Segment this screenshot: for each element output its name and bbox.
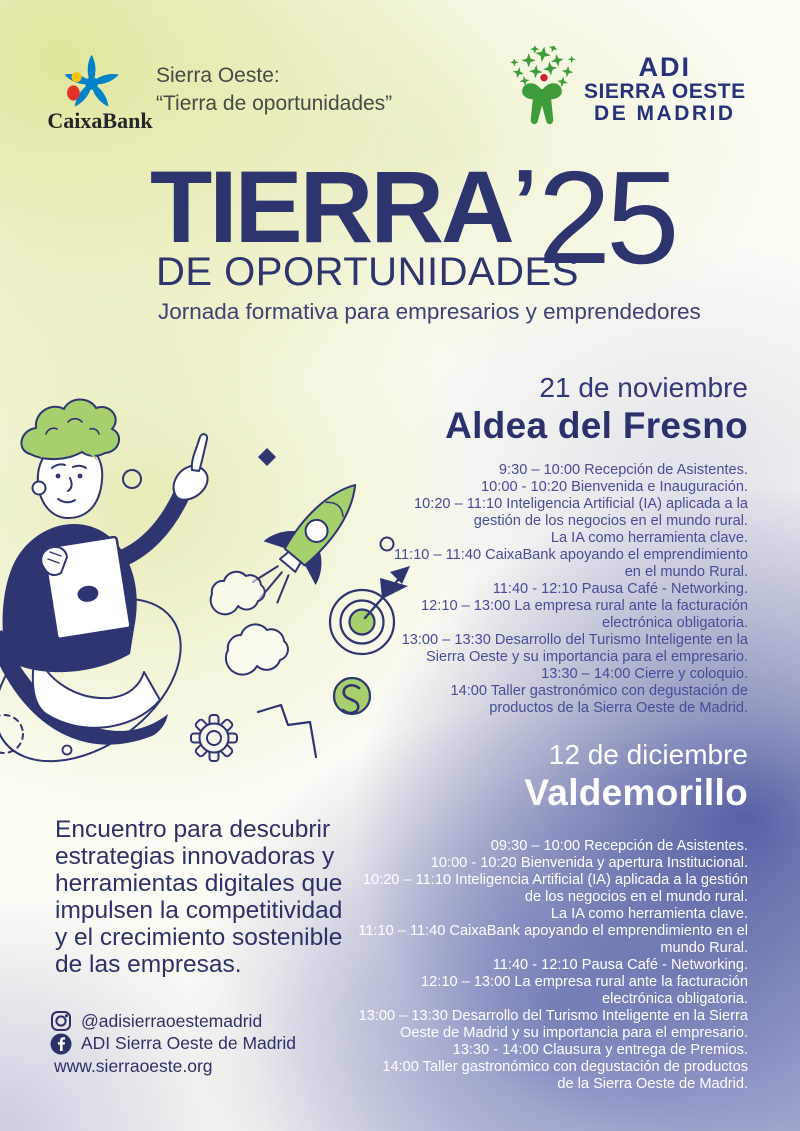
schedule-line: 13:00 – 13:30 Desarrollo del Turismo Inteligente en la Sierra: [358, 1008, 748, 1024]
schedule-line: electrónica obligatoria.: [601, 991, 748, 1007]
title-main: TIERRA: [150, 150, 512, 264]
schedule-line: en el mundo Rural.: [624, 564, 748, 580]
social-links: [50, 1010, 296, 1078]
facebook-name: ADI Sierra Oeste de Madrid: [81, 1033, 296, 1054]
schedule-line: La IA como herramienta clave.: [550, 530, 748, 546]
schedule-line: 09:30 – 10:00 Recepción de Asistentes.: [490, 838, 748, 854]
schedule-line: 11:10 – 11:40 CaixaBank apoyando el emprendimiento en el: [358, 923, 748, 939]
description-line: Encuentro para descubrir: [55, 816, 331, 843]
schedule-line: electrónica obligatoria.: [601, 615, 748, 631]
schedule-line: 12:10 – 13:00 La empresa rural ante la facturación: [421, 598, 748, 614]
schedule-line: 13:30 – 14:00 Cierre y coloquio.: [541, 666, 748, 682]
event-location: Aldea del Fresno: [445, 405, 748, 446]
schedule-line: 10:20 – 11:10 Inteligencia Artificial (IA) aplicada a la gestión: [362, 872, 748, 888]
pointing-finger: [192, 434, 207, 471]
adi-line-3: DE MADRID: [594, 101, 736, 125]
diamond-icon: [258, 448, 276, 466]
schedule-line: Sierra Oeste y su importancia para el empresario.: [425, 649, 748, 665]
description-line: impulsen la competitividad: [55, 897, 343, 924]
description-line: estrategias innovadoras y: [55, 843, 335, 870]
adi-tree-icon: [506, 46, 580, 132]
title-apostrophe: ’: [512, 152, 538, 252]
schedule-line: de los negocios en el mundo rural.: [524, 889, 748, 905]
schedule-line: 13:30 - 14:00 Clausura y entrega de Premios.: [452, 1042, 748, 1058]
schedule-line: 9:30 – 10:00 Recepción de Asistentes.: [498, 462, 748, 478]
person-arm: [112, 494, 182, 562]
facebook-link[interactable]: [50, 1033, 296, 1056]
description-line: herramientas digitales que: [55, 870, 343, 897]
dot-outline-icon: [381, 538, 394, 551]
schedule-line: gestión de los negocios en el mundo rural.: [473, 513, 748, 529]
dot-outline-icon: [63, 746, 72, 755]
schedule-line: La IA como herramienta clave.: [550, 906, 748, 922]
instagram-icon: [50, 1010, 72, 1032]
person-illustration: [3, 400, 208, 728]
facebook-icon: [50, 1033, 72, 1055]
schedule-line: 12:10 – 13:00 La empresa rural ante la facturación: [421, 974, 748, 990]
adi-line-2: SIERRA OESTE: [584, 79, 746, 103]
description-line: de las empresas.: [55, 951, 242, 978]
tagline-line-1: Sierra Oeste:: [156, 64, 280, 87]
schedule-line: 11:40 - 12:10 Pausa Café - Networking.: [492, 957, 748, 973]
instagram-link[interactable]: [50, 1010, 296, 1033]
title-subtitle: DE OPORTUNIDADES: [156, 250, 579, 294]
tagline-line-2: “Tierra de oportunidades”: [156, 92, 393, 115]
schedule-line: 10:20 – 11:10 Inteligencia Artificial (IA) aplicada a la: [414, 496, 748, 512]
title-tagline: Jornada formativa para empresarios y emprendedores: [158, 299, 701, 324]
adi-line-1: ADI: [638, 51, 692, 82]
event-date: 21 de noviembre: [539, 372, 748, 403]
person-hand: [174, 466, 208, 500]
schedule-line: mundo Rural.: [660, 940, 748, 956]
adi-logo-text: [584, 51, 746, 125]
schedule-line: 13:00 – 13:30 Desarrollo del Turismo Inteligente en la: [401, 632, 748, 648]
dot-outline-icon: [123, 470, 141, 488]
coin-icon: [334, 678, 370, 714]
gear-icon: [191, 715, 237, 761]
instagram-handle: @adisierraoestemadrid: [81, 1010, 263, 1031]
smoke-clouds: [211, 572, 288, 675]
website-link[interactable]: [50, 1055, 296, 1078]
schedule-line: productos de la Sierra Oeste de Madrid.: [489, 700, 748, 716]
schedule-line: de la Sierra Oeste de Madrid.: [557, 1076, 748, 1092]
schedule-line: 10:00 - 10:20 Bienvenida y apertura Institucional.: [430, 855, 748, 871]
zigzag-line-icon: [258, 705, 316, 757]
schedule-line: 10:00 - 10:20 Bienvenida e Inauguración.: [481, 479, 748, 495]
schedule-line: 14:00 Taller gastronómico con degustación de: [450, 683, 748, 699]
event-schedule: [394, 462, 748, 717]
event-aldea-del-fresno: [394, 372, 748, 717]
dashed-circle-icon: [0, 715, 23, 753]
title-year: 25: [537, 144, 675, 291]
event-description: [55, 816, 342, 978]
caixabank-wordmark: CaixaBank: [47, 108, 153, 133]
website-url: www.sierraoeste.org: [54, 1055, 213, 1076]
schedule-line: 11:10 – 11:40 CaixaBank apoyando el emprendimiento: [393, 547, 748, 563]
schedule-line: 11:40 - 12:10 Pausa Café - Networking.: [492, 581, 748, 597]
caixabank-tagline: [156, 62, 392, 118]
event-schedule: [358, 838, 748, 1093]
event-date: 12 de diciembre: [548, 739, 748, 770]
adi-logo: [506, 46, 746, 132]
description-line: y el crecimiento sostenible: [55, 924, 343, 951]
schedule-line: Oeste de Madrid y su importancia para el empresario.: [400, 1025, 748, 1041]
startup-illustration: [0, 392, 420, 822]
schedule-line: 14:00 Taller gastronómico con degustación de productos: [382, 1059, 748, 1075]
person-hair: [21, 400, 119, 460]
arrow-icon: [380, 578, 408, 599]
target-icon: [330, 566, 410, 654]
event-location: Valdemorillo: [524, 772, 748, 813]
